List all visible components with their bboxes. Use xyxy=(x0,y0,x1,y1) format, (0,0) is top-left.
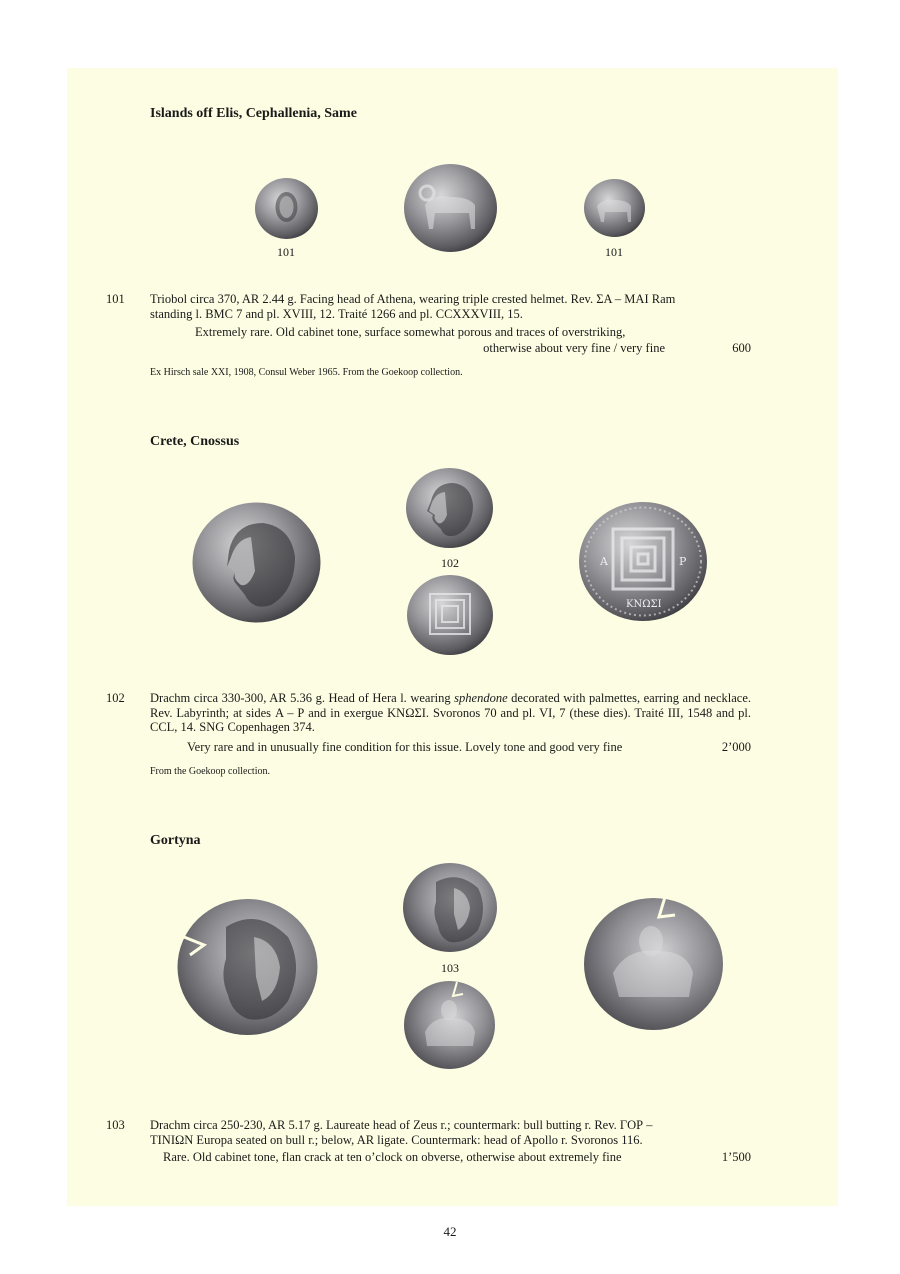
lot-description-103-line1: Drachm circa 250-230, AR 5.17 g. Laureate head of Zeus r.; countermark: bull butting r. Rev. ΓΟΡ – xyxy=(150,1118,653,1132)
caption-101-left: 101 xyxy=(277,245,295,259)
lot-provenance-101: Ex Hirsch sale XXI, 1908, Consul Weber 1965. From the Goekoop collection. xyxy=(150,367,463,378)
lot-description-102-part1: Drachm circa 330-300, AR 5.36 g. Head of Hera l. wearing xyxy=(150,691,455,705)
coin-103-obverse-enlarged xyxy=(176,897,319,1037)
caption-103: 103 xyxy=(441,961,459,975)
lot-description-101-line1: Triobol circa 370, AR 2.44 g. Facing head of Athena, wearing triple crested helmet. Rev. ΣΑ – ΜΑΙ Ram xyxy=(150,292,676,306)
lot-condition-103: Rare. Old cabinet tone, flan crack at ten o’clock on obverse, otherwise about extremely fine xyxy=(163,1150,622,1164)
section-heading-cnossus: Crete, Cnossus xyxy=(150,434,240,449)
caption-101-right: 101 xyxy=(605,245,623,259)
coin-102-inscription-right: Ρ xyxy=(679,555,687,568)
lot-price-102: 2’000 xyxy=(721,740,751,754)
coin-103-obverse xyxy=(402,862,498,953)
lot-description-102-part2: decorated with palmettes, earring and necklace. Rev. Labyrinth; at sides Α – Ρ and in exergue ΚΝΩΣΙ. Svoronos 70 and pl. VI, 7 (these dies). Traité III, 1548 and pl. CCL, 14. SNG Copenhagen 374. xyxy=(150,691,751,734)
lot-number-101: 101 xyxy=(106,292,125,306)
coin-101-reverse-enlarged xyxy=(403,163,498,253)
page-number: 42 xyxy=(443,1224,457,1239)
coin-102-reverse-enlarged xyxy=(578,501,708,622)
coin-103-reverse xyxy=(403,980,496,1070)
lot-description-101-line2: standing l. BMC 7 and pl. XVIII, 12. Traité 1266 and pl. CCXXXVIII, 15. xyxy=(150,307,523,321)
section-heading-gortyna: Gortyna xyxy=(150,833,201,848)
lot-description-102-italic: sphendone xyxy=(454,691,508,705)
coin-102-inscription-left: Α xyxy=(600,555,608,568)
section-heading-same: Islands off Elis, Cephallenia, Same xyxy=(150,106,357,121)
lot-price-103: 1’500 xyxy=(721,1150,751,1164)
lot-description-102 xyxy=(150,691,751,735)
coin-102-obverse-enlarged xyxy=(191,501,322,624)
lot-number-103: 103 xyxy=(106,1118,125,1132)
lot-condition-101-line2: otherwise about very fine / very fine xyxy=(483,341,665,355)
coin-103-reverse-enlarged xyxy=(583,897,724,1031)
coin-102-obverse xyxy=(405,467,494,549)
coin-101-obverse xyxy=(254,177,319,240)
lot-number-102: 102 xyxy=(106,691,125,705)
caption-102: 102 xyxy=(441,556,459,570)
coin-101-reverse xyxy=(583,178,646,238)
lot-provenance-102: From the Goekoop collection. xyxy=(150,766,270,777)
coin-102-inscription-exergue: ΚΝΩΣΙ xyxy=(626,599,662,610)
lot-description-103-line2: ΤΙΝΙΩΝ Europa seated on bull r.; below, AR ligate. Countermark: head of Apollo r. Svoronos 116. xyxy=(150,1133,643,1147)
lot-condition-101-line1: Extremely rare. Old cabinet tone, surface somewhat porous and traces of overstriking, xyxy=(195,325,626,339)
coin-102-reverse xyxy=(406,574,494,656)
lot-condition-102: Very rare and in unusually fine condition for this issue. Lovely tone and good very fine xyxy=(187,740,623,754)
lot-price-101: 600 xyxy=(732,341,751,355)
